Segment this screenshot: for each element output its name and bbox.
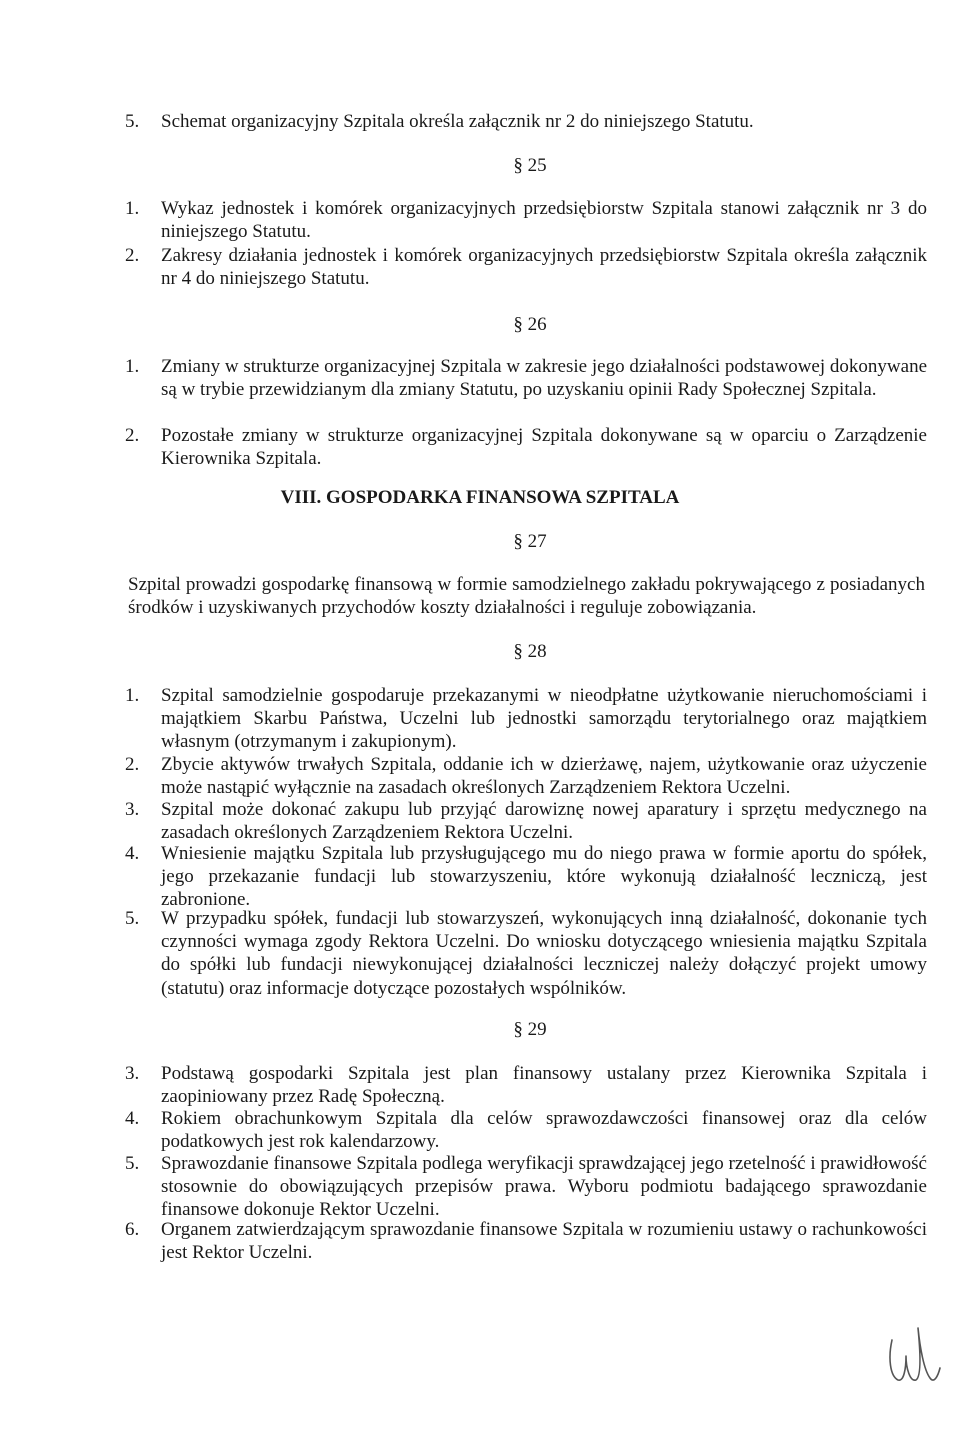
item-number: 2. bbox=[125, 245, 140, 266]
list-item bbox=[125, 110, 927, 133]
list-item bbox=[125, 798, 927, 844]
item-number: 1. bbox=[125, 356, 140, 377]
list-item bbox=[125, 907, 927, 1000]
section-heading: § 25 bbox=[513, 155, 547, 176]
item-text: Schemat organizacyjny Szpitala określa załącznik nr 2 do niniejszego Statutu. bbox=[161, 111, 754, 132]
item-number: 6. bbox=[125, 1219, 140, 1240]
item-text: Podstawą gospodarki Szpitala jest plan finansowy ustalany przez Kierownika Szpitala i zaopiniowany przez Radę Społeczną. bbox=[161, 1063, 927, 1108]
item-text: Organem zatwierdzającym sprawozdanie finansowe Szpitala w rozumieniu ustawy o rachunkowości jest Rektor Uczelni. bbox=[161, 1219, 927, 1264]
item-number: 1. bbox=[125, 685, 140, 706]
list-item bbox=[125, 244, 927, 290]
section-heading: § 28 bbox=[513, 641, 547, 662]
list-item bbox=[125, 1152, 927, 1222]
list-item bbox=[125, 753, 927, 799]
item-number: 1. bbox=[125, 198, 140, 219]
item-text: Zakresy działania jednostek i komórek organizacyjnych przedsiębiorstw Szpitala określa załącznik nr 4 do niniejszego Statutu. bbox=[161, 245, 927, 290]
list-item bbox=[125, 1218, 927, 1264]
section-heading: § 27 bbox=[513, 531, 547, 552]
item-text: W przypadku spółek, fundacji lub stowarzyszeń, wykonujących inną działalność, dokonanie tych czynności wymaga zgody Rektora Uczelni. Do wniosku dotyczącego wniesienia majątku Szpitala do spółki lub fundacji niewykonującej działalności leczniczej należy dołączyć projekt umowy (statutu) oraz informacje dotyczące pozostałych wspólników. bbox=[161, 908, 927, 999]
item-text: Rokiem obrachunkowym Szpitala dla celów sprawozdawczości finansowej oraz dla celów podatkowych jest rok kalendarzowy. bbox=[161, 1108, 927, 1153]
item-text: Sprawozdanie finansowe Szpitala podlega weryfikacji sprawdzającej jego rzetelność i prawidłowość stosownie do obowiązujących przepisów prawa. Wyboru podmiotu badającego sprawozdanie finansowe dokonuje Rektor Uczelni. bbox=[161, 1153, 927, 1221]
item-text: Zmiany w strukturze organizacyjnej Szpitala w zakresie jego działalności podstawowej dokonywane są w trybie przewidzianym dla zmiany Statutu, po uzyskaniu opinii Rady Społecznej Szpitala. bbox=[161, 356, 927, 401]
list-item bbox=[125, 842, 927, 912]
item-number: 2. bbox=[125, 425, 140, 446]
item-number: 3. bbox=[125, 799, 140, 820]
chapter-title: VIII. GOSPODARKA FINANSOWA SZPITALA bbox=[280, 487, 680, 508]
paragraph: Szpital prowadzi gospodarkę finansową w formie samodzielnego zakładu pokrywającego z posiadanych środków i uzyskiwanych przychodów koszty działalności i reguluje zobowiązania. bbox=[128, 574, 925, 619]
item-number: 5. bbox=[125, 1153, 140, 1174]
item-text: Szpital samodzielnie gospodaruje przekazanymi w nieodpłatne użytkowanie nieruchomościami i majątkiem Skarbu Państwa, Uczelni lub jednostki samorządu terytorialnego oraz majątkiem własnym (otrzymanym i zakupionym). bbox=[161, 685, 927, 753]
item-number: 4. bbox=[125, 1108, 140, 1129]
item-number: 5. bbox=[125, 111, 140, 132]
item-text: Szpital może dokonać zakupu lub przyjąć darowiznę nowej aparatury i sprzętu medycznego na zasadach określonych Zarządzeniem Rektora Uczelni. bbox=[161, 799, 927, 844]
section-heading: § 26 bbox=[513, 314, 547, 335]
item-number: 4. bbox=[125, 843, 140, 864]
list-item bbox=[125, 1062, 927, 1108]
item-text: Wniesienie majątku Szpitala lub przysługującego mu do niego prawa w formie aportu do spółek, jego przekazanie fundacji lub stowarzyszeniu, które wykonują działalność leczniczą, jest zabronione. bbox=[161, 843, 927, 911]
item-number: 5. bbox=[125, 908, 140, 929]
item-text: Zbycie aktywów trwałych Szpitala, oddanie ich w dzierżawę, najem, użytkowanie oraz użyczenie może nastąpić wyłącznie na zasadach określonych Zarządzeniem Rektora Uczelni. bbox=[161, 754, 927, 799]
list-item bbox=[125, 684, 927, 754]
section-heading: § 29 bbox=[513, 1019, 547, 1040]
list-item bbox=[125, 424, 927, 470]
item-number: 3. bbox=[125, 1063, 140, 1084]
item-text: Pozostałe zmiany w strukturze organizacyjnej Szpitala dokonywane są w oparciu o Zarządzenie Kierownika Szpitala. bbox=[161, 425, 927, 470]
list-item bbox=[125, 197, 927, 243]
handwritten-signature bbox=[884, 1318, 944, 1388]
item-number: 2. bbox=[125, 754, 140, 775]
list-item bbox=[125, 355, 927, 401]
list-item bbox=[125, 1107, 927, 1153]
item-text: Wykaz jednostek i komórek organizacyjnych przedsiębiorstw Szpitala stanowi załącznik nr 3 do niniejszego Statutu. bbox=[161, 198, 927, 243]
